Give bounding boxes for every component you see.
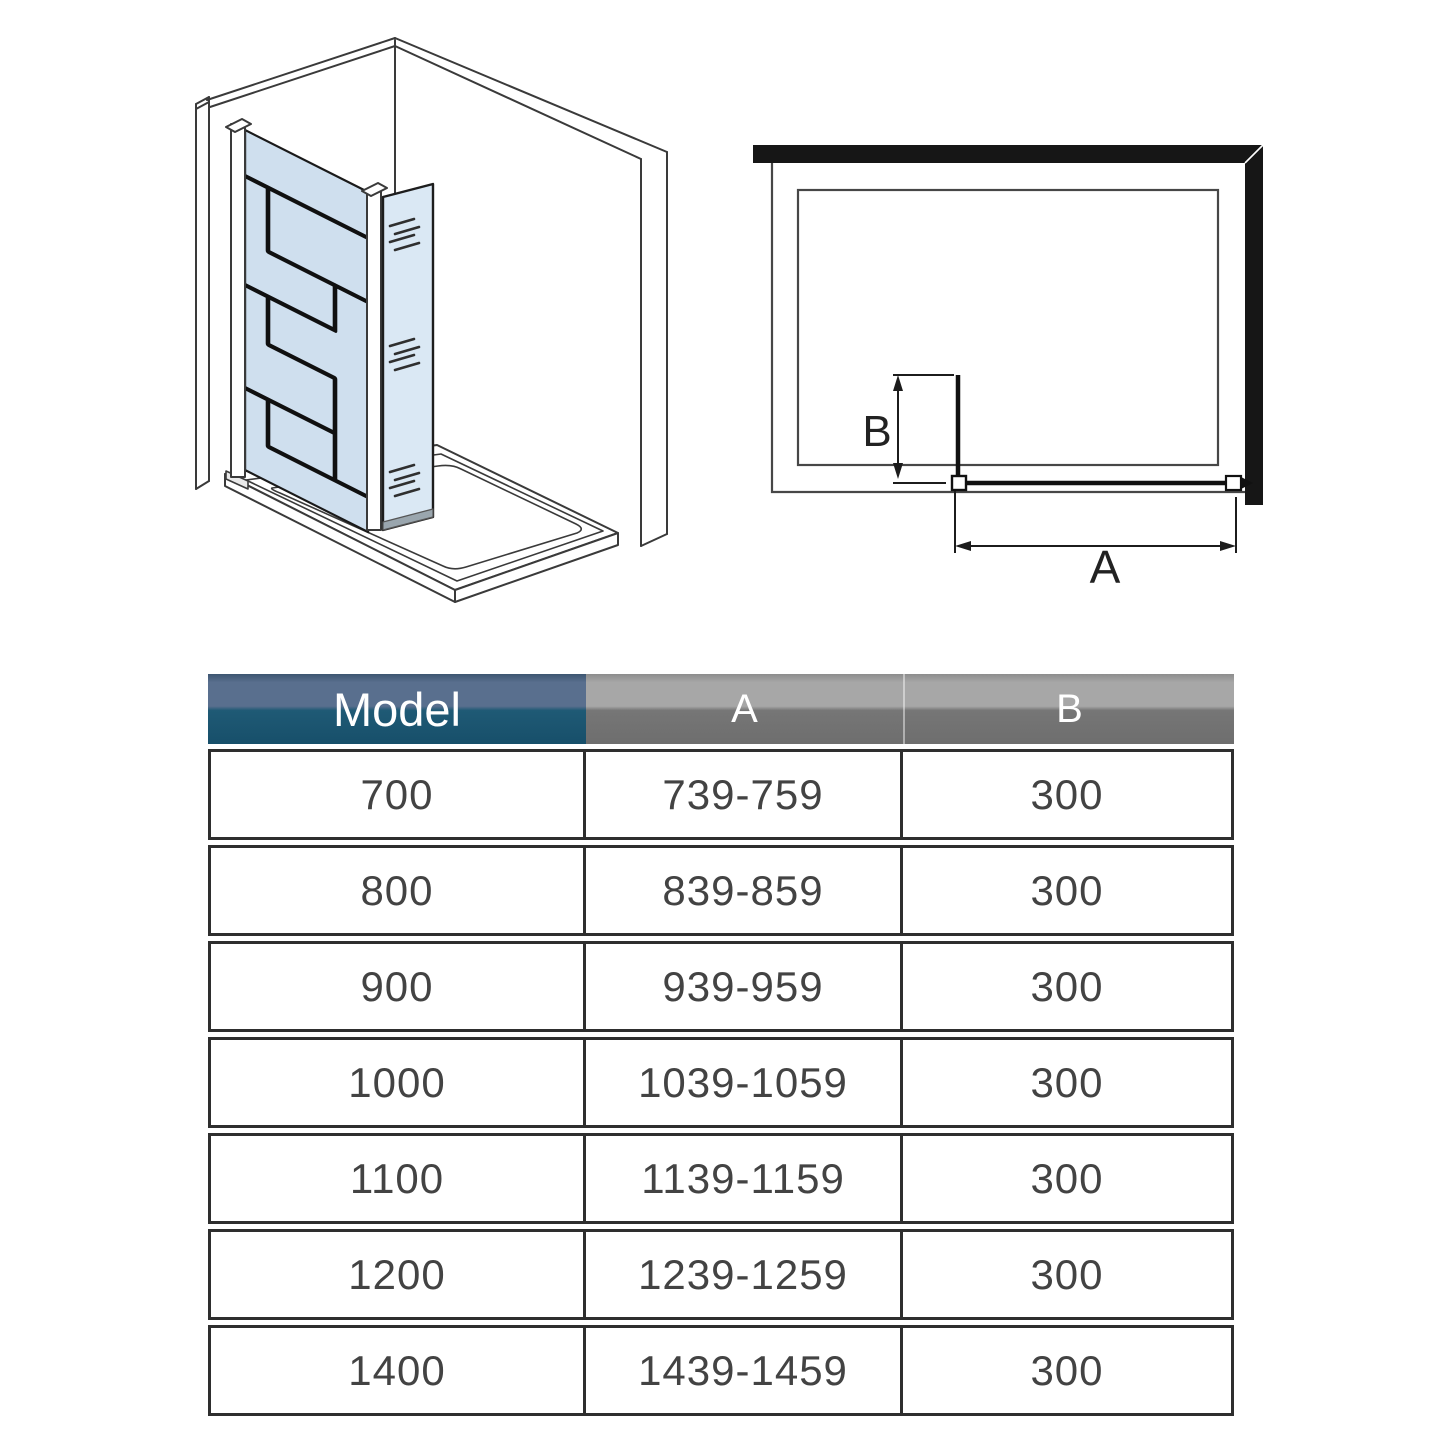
arrow-down-icon xyxy=(893,463,903,479)
isometric-diagram xyxy=(196,38,667,602)
arrow-right-icon xyxy=(1220,541,1236,551)
panel-connector-square xyxy=(952,476,966,490)
table-row xyxy=(208,845,1234,936)
size-table-body xyxy=(208,744,1234,1421)
profile-top-cap xyxy=(362,183,387,196)
a-cell: 1239-1259 xyxy=(586,1229,903,1320)
a-cell: 939-959 xyxy=(586,941,903,1032)
diagrams xyxy=(0,0,1445,660)
model-cell: 900 xyxy=(208,941,586,1032)
b-cell: 300 xyxy=(903,845,1234,936)
b-cell: 300 xyxy=(903,941,1234,1032)
return-panel xyxy=(383,184,433,530)
plan-wall-right xyxy=(1245,145,1263,505)
b-cell: 300 xyxy=(903,749,1234,840)
dim-a-label: A xyxy=(1089,541,1121,593)
header-cell-model: Model xyxy=(208,674,586,744)
model-cell: 1100 xyxy=(208,1133,586,1224)
b-cell: 300 xyxy=(903,1325,1234,1416)
table-row xyxy=(208,1325,1234,1416)
a-cell: 1039-1059 xyxy=(586,1037,903,1128)
a-cell: 1439-1459 xyxy=(586,1325,903,1416)
plan-tray-outline xyxy=(772,163,1245,492)
plan-tray-inner-outline xyxy=(798,190,1218,465)
a-cell: 1139-1159 xyxy=(586,1133,903,1224)
table-row xyxy=(208,941,1234,1032)
a-cell: 839-859 xyxy=(586,845,903,936)
wall-left xyxy=(196,97,209,489)
model-cell: 700 xyxy=(208,749,586,840)
model-cell: 1200 xyxy=(208,1229,586,1320)
b-cell: 300 xyxy=(903,1133,1234,1224)
header-cell-b: B xyxy=(903,674,1234,744)
b-cell: 300 xyxy=(903,1037,1234,1128)
model-cell: 1000 xyxy=(208,1037,586,1128)
dim-b-label: B xyxy=(862,407,892,456)
table-row xyxy=(208,1037,1234,1128)
size-table-header xyxy=(208,674,1234,744)
model-cell: 1400 xyxy=(208,1325,586,1416)
dimension-b xyxy=(893,375,954,483)
a-cell: 739-759 xyxy=(586,749,903,840)
plan-wall-top xyxy=(753,145,1263,163)
b-cell: 300 xyxy=(903,1229,1234,1320)
table-row xyxy=(208,749,1234,840)
table-row xyxy=(208,1133,1234,1224)
arrow-left-icon xyxy=(955,541,971,551)
header-cell-a: A xyxy=(586,674,903,744)
model-cell: 800 xyxy=(208,845,586,936)
plan-diagram xyxy=(753,145,1263,593)
arrow-up-icon xyxy=(893,375,903,391)
table-row xyxy=(208,1229,1234,1320)
size-table xyxy=(208,674,1234,1421)
main-glass-panel xyxy=(245,130,368,532)
